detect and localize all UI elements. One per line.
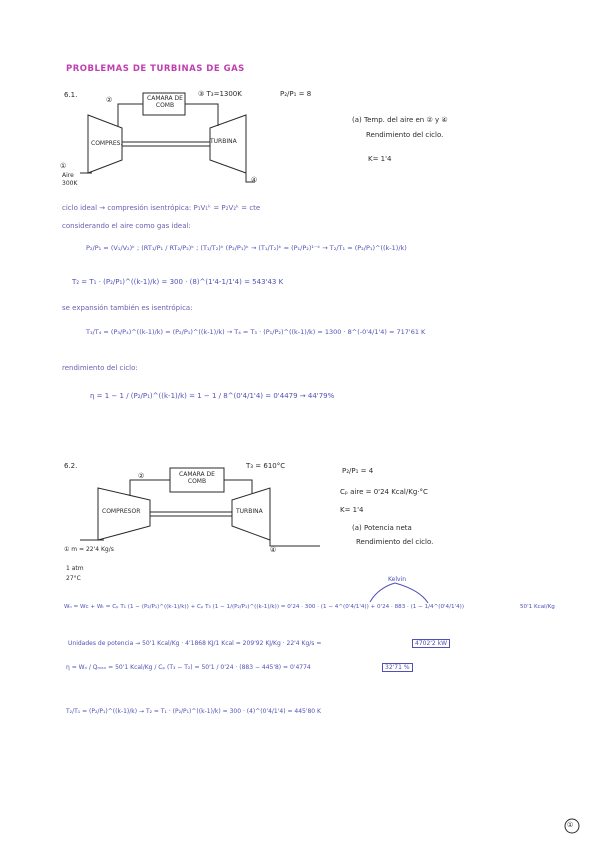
p1-flow-3: [185, 104, 218, 126]
p1-text-line-4: rendimiento del ciclo:: [62, 364, 138, 372]
page-title: PROBLEMAS DE TURBINAS DE GAS: [66, 64, 245, 74]
p2-flow-2: [130, 480, 170, 495]
p2-turbine-label: TURBINA: [236, 508, 263, 515]
p1-equation-2: T₂ = T₁ · (P₂/P₁)^((k-1)/k) = 300 · (8)^(1'4-1/1'4) = 543'43 K: [72, 278, 284, 286]
p2-equation-2: Unidades de potencia → 50'1 Kcal/Kg · 4'1868 KJ/1 Kcal = 209'92 KJ/Kg · 22'4 Kg/s =: [68, 640, 322, 647]
p2-equation-3: η = Wₙ / Qₘₐₓ = 50'1 Kcal/Kg / Cₚ (T₃ − T₂) = 50'1 / 0'24 · (883 − 445'8) = 0'4774: [66, 664, 311, 671]
p2-number: 6.2.: [64, 462, 78, 470]
p1-text-line-2: considerando el aire como gas ideal:: [62, 222, 191, 230]
p2-node-2: ②: [138, 472, 145, 480]
p1-turbine-label: TURBINA: [210, 138, 237, 145]
p2-pressure-ratio: P₂/P₁ = 4: [342, 467, 374, 475]
p1-compressor-label: COMPRES.: [91, 140, 123, 147]
p1-equation-4: η = 1 − 1 / (P₂/P₁)^((k-1)/k) = 1 − 1 / 8^(0'4/1'4) = 0'4479 → 44'79%: [90, 392, 335, 400]
p2-compressor-label: COMPRESOR: [102, 508, 141, 515]
p2-kelvin-arrow-right: [395, 583, 428, 603]
p2-inlet-pressure: 1 atm: [66, 565, 84, 572]
p1-text-line-1: ciclo ideal → compresión isentrópica: P₁V₁ᵏ = P₂V₂ᵏ = cte: [62, 204, 261, 212]
p2-equation-1-result: 50'1 Kcal/Kg: [520, 604, 555, 610]
p2-kelvin-arrow-left: [370, 583, 395, 602]
p1-node-1: ①: [60, 162, 67, 170]
page-number: ①: [567, 821, 574, 829]
p1-chamber-label: CAMARA DE COMB: [147, 95, 183, 109]
p1-node-2: ②: [106, 96, 113, 104]
p2-equation-3-result: 32'71 %: [382, 663, 413, 672]
p2-equation-4: T₂/T₁ = (P₂/P₁)^((k-1)/k) → T₂ = T₁ · (P₂/P₁)^((k-1)/k) = 300 · (4)^(0'4/1'4) = 445'80 K: [66, 708, 321, 715]
p1-t3-label: ③ T₃=1300K: [198, 90, 242, 98]
p1-question-b: Rendimiento del ciclo.: [366, 131, 444, 139]
p1-equation-1: P₂/P₁ = (V₁/V₂)ᵏ ; (RT₁/P₁ / RT₂/P₂)ᵏ ; (T₁/T₂)ᵏ (P₂/P₁)ᵏ → (T₁/T₂)ᵏ = (P₁/P₂)¹⁻ᵏ → T₂/T₁ = (P₂/P₁)^((k-1)/k): [86, 244, 407, 252]
p1-text-line-3: se expansión también es isentrópica:: [62, 304, 193, 312]
p2-equation-1: Wₙ = Wc + Wₜ = Cₚ T₁ (1 − (P₂/P₁)^((k-1)/k)) + Cₚ T₃ (1 − 1/(P₂/P₁)^((k-1)/k)) = 0'24 · 300 · (1 − 4^(0'4/1'4)) + 0'24 · 883 · (1 − 1/4^(0'4/1'4)): [64, 604, 464, 610]
p1-inlet-label: Aire: [62, 172, 74, 179]
p1-pressure-ratio: P₂/P₁ = 8: [280, 90, 312, 98]
p1-inlet-temp: 300K: [62, 180, 78, 187]
p2-k-value: K= 1'4: [340, 506, 364, 514]
p2-node-4: ④: [270, 546, 277, 554]
p2-kelvin-note: Kelvin: [388, 576, 407, 583]
p2-equation-2-result: 4702'2 kW: [412, 639, 450, 648]
p2-flow-4: [270, 536, 320, 546]
p1-number: 6.1.: [64, 91, 78, 99]
p1-k-value: K= 1'4: [368, 155, 392, 163]
p2-question-b: Rendimiento del ciclo.: [356, 538, 434, 546]
p2-inlet-temperature: 27°C: [66, 575, 81, 582]
p2-question: (a) Potencia neta: [352, 524, 412, 532]
p2-inlet-flow: ① m = 22'4 Kg/s: [64, 546, 114, 553]
p1-question-a: (a) Temp. del aire en ② y ④: [352, 116, 448, 124]
p2-t3-label: T₃ = 610°C: [246, 462, 286, 470]
p2-flow-3: [224, 480, 252, 494]
p1-equation-3: T₃/T₄ = (P₃/P₄)^((k-1)/k) = (P₂/P₁)^((k-1)/k) → T₄ = T₃ · (P₁/P₂)^((k-1)/k) = 1300 · 8^(-0'4/1'4) = 717'61 K: [86, 328, 426, 336]
p2-cp-value: Cₚ aire = 0'24 Kcal/Kg·°C: [340, 488, 428, 496]
p1-node-4: ④: [251, 176, 258, 184]
p1-flow-2: [118, 104, 143, 126]
p2-chamber-label: CAMARA DE COMB: [179, 471, 215, 485]
